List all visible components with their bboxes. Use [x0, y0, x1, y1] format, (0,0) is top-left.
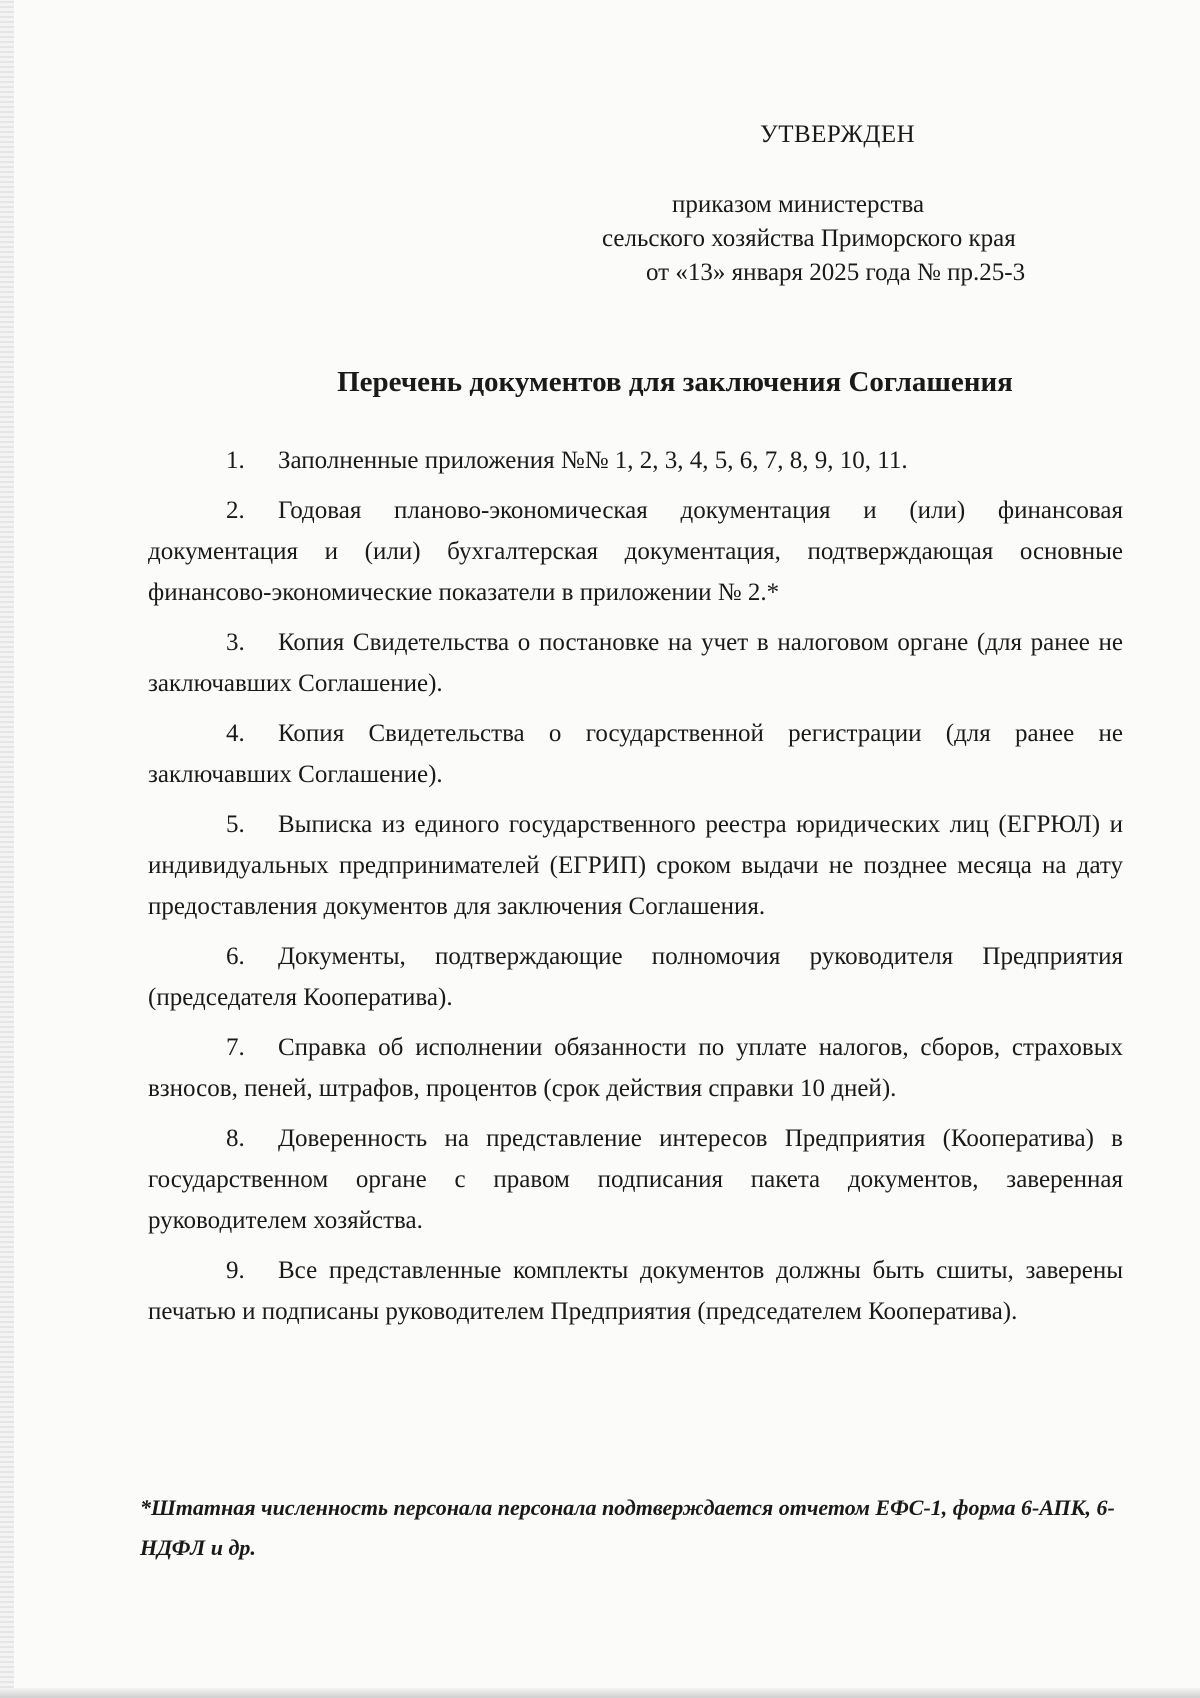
approval-line-2: сельского хозяйства Приморского края: [602, 225, 1016, 252]
list-item: [148, 1118, 1123, 1241]
list-item: [148, 713, 1123, 795]
list-item-text: Доверенность на представление интересов Предприятия (Кооператива) в государственном органе с правом подписания пакета документов, заверенная руководителем хозяйства.: [148, 1125, 1123, 1234]
list-item-number: 6.: [226, 943, 245, 970]
list-item-text: Заполненные приложения №№ 1, 2, 3, 4, 5, 6, 7, 8, 9, 10, 11.: [278, 447, 908, 474]
list-item-number: 3.: [226, 629, 245, 656]
list-item: [148, 1027, 1123, 1109]
list-item-text: Копия Свидетельства о государственной регистрации (для ранее не заключавших Соглашение).: [148, 720, 1123, 788]
list-item-text: Годовая планово-экономическая документация и (или) финансовая документация и (или) бухгалтерская документация, подтверждающая основные финансово-экономические показатели в приложении № 2.*: [148, 497, 1123, 606]
list-item: [148, 440, 1123, 481]
approval-line-3: от «13» января 2025 года № пр.25-3: [646, 259, 1026, 286]
list-item-text: Выписка из единого государственного реестра юридических лиц (ЕГРЮЛ) и индивидуальных предпринимателей (ЕГРИП) сроком выдачи не позднее месяца на дату предоставления документов для заключения Соглашения.: [148, 811, 1123, 920]
list-item-number: 9.: [226, 1257, 245, 1284]
list-item: [148, 936, 1123, 1018]
list-item: [148, 622, 1123, 704]
scan-edge-left: [0, 0, 14, 1698]
list-item-number: 7.: [226, 1034, 245, 1061]
document-list: [148, 440, 1123, 1341]
list-item-number: 1.: [226, 447, 245, 474]
list-item-text: Копия Свидетельства о постановке на учет в налоговом органе (для ранее не заключавших Соглашение).: [148, 629, 1123, 697]
list-item-number: 8.: [226, 1125, 245, 1152]
list-item: [148, 1250, 1123, 1332]
list-item-text: Все представленные комплекты документов должны быть сшиты, заверены печатью и подписаны руководителем Предприятия (председателем Кооператива).: [148, 1257, 1123, 1325]
approval-title: УТВЕРЖДЕН: [760, 121, 916, 148]
scan-edge-bottom: [0, 1688, 1200, 1698]
document-title: Перечень документов для заключения Соглашения: [337, 366, 1013, 398]
list-item-text: Документы, подтверждающие полномочия руководителя Предприятия (председателя Кооператива).: [148, 943, 1123, 1011]
footnote: *Штатная численность персонала персонала подтверждается отчетом ЕФС-1, форма 6-АПК, 6-НДФЛ и др.: [140, 1495, 1115, 1560]
approval-line-1: приказом министерства: [672, 191, 925, 218]
list-item-text: Справка об исполнении обязанности по уплате налогов, сборов, страховых взносов, пеней, штрафов, процентов (срок действия справки 10 дней).: [148, 1034, 1123, 1102]
list-item-number: 5.: [226, 811, 245, 838]
list-item-number: 4.: [226, 720, 245, 747]
list-item: [148, 804, 1123, 927]
list-item: [148, 490, 1123, 613]
list-item-number: 2.: [226, 497, 245, 524]
